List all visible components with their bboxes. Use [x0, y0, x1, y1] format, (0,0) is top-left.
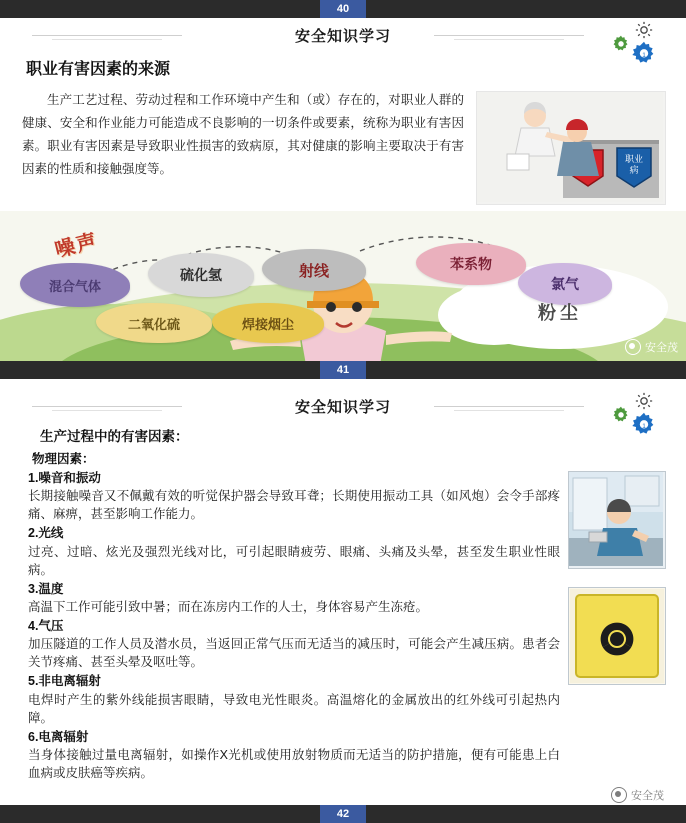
gear-icon-blue [630, 40, 658, 68]
bubble-mixed-gas: 混合气体 [20, 263, 130, 307]
slide-1-heading: 职业有害因素的来源 [26, 61, 171, 78]
watermark-slide-1 [625, 339, 678, 355]
page-number-badge-40: 40 [320, 0, 366, 18]
hazard-item [28, 469, 560, 523]
bubble-radiation-rays: 射线 [262, 249, 366, 291]
bubble-chlorine: 氯气 [518, 263, 612, 305]
welding-worker-photo [568, 471, 666, 569]
header-rule-right-2 [454, 39, 564, 40]
page-number-strip-middle [0, 361, 686, 379]
hazard-item-title: 1.噪音和振动 [28, 471, 101, 485]
header-rule-right [434, 35, 584, 36]
page-number-badge-42: 42 [320, 805, 366, 823]
slide-1 [0, 18, 686, 361]
hazard-sources-illustration [0, 211, 686, 361]
slide-2 [0, 389, 686, 805]
slide-2-images [568, 422, 664, 783]
watermark-slide-2 [611, 787, 664, 803]
slide-gap [0, 379, 686, 389]
gear-icon-green [610, 405, 632, 427]
hazard-item [28, 524, 560, 578]
svg-text:病: 病 [629, 165, 639, 175]
hazard-item-text: 加压隧道的工作人员及潜水员，当返回正常气压而无适当的减压时，可能会产生减压病。患者会关节疼痛、甚至头晕及呕吐等。 [28, 637, 560, 670]
svg-text:1: 1 [642, 51, 646, 59]
hazard-item-title: 5.非电离辐射 [28, 674, 101, 689]
slide-2-title: 安全知识学习 [281, 396, 405, 417]
watermark-label: 安全茂 [631, 790, 664, 803]
hazard-item-title: 6.电离辐射 [28, 729, 89, 744]
hazard-item [28, 617, 560, 671]
slide-2-heading: 生产过程中的有害因素： [40, 429, 189, 444]
slide-1-body-text [22, 89, 466, 203]
header-rule-right-2 [454, 410, 564, 411]
hazard-item-text: 长期接触噪音又不佩戴有效的听觉保护器会导致耳聋；长期使用振动工具（如风炮）会令手部疼痛、麻痹，甚至影响工作能力。 [28, 489, 560, 522]
gear-outline-icon [634, 20, 654, 40]
slide-2-subheading: 物理因素： [32, 452, 95, 466]
slide-2-gear-cluster [586, 391, 660, 439]
hazard-item-title: 4.气压 [28, 619, 64, 633]
radiation-warning-sign [568, 587, 666, 685]
watermark-logo-icon [625, 339, 641, 355]
page-number-badge-41: 41 [320, 361, 366, 379]
gear-icon-green [610, 34, 632, 56]
page-number-strip-bottom [0, 805, 686, 823]
header-rule-left [32, 406, 182, 407]
hazard-item [28, 672, 560, 726]
hazard-item-text: 过亮、过暗、炫光及强烈光线对比，可引起眼睛疲劳、眼痛、头痛及头晕，甚至发生职业性眼病。 [28, 544, 560, 577]
bubble-welding-fume: 焊接烟尘 [212, 303, 324, 343]
svg-text:职业: 职业 [624, 154, 644, 164]
hazard-item [28, 580, 560, 616]
bubble-dust: 粉尘 [538, 303, 582, 323]
hazard-item-text: 高温下工作可能引致中暑；而在冻房内工作的人士，身体容易产生冻疮。 [28, 599, 429, 614]
slide-2-content [22, 425, 560, 783]
hazard-item-title: 3.温度 [28, 581, 64, 596]
bubble-hydrogen-sulfide: 硫化氢 [148, 253, 254, 297]
occupational-disease-cartoon [476, 91, 666, 205]
slide-1-title: 安全知识学习 [281, 25, 405, 46]
bubble-noise: 噪声 [52, 229, 101, 262]
hazard-item-title: 2.光线 [28, 526, 64, 541]
bubble-benzene-series: 苯系物 [416, 243, 526, 285]
watermark-label: 安全茂 [645, 342, 678, 354]
slide-1-gear-cluster [586, 20, 660, 68]
slide-1-header [22, 18, 664, 59]
header-rule-left-2 [52, 39, 162, 40]
header-rule-right [434, 406, 584, 407]
hazard-item [28, 728, 560, 782]
gear-icon-blue [630, 411, 658, 439]
gear-outline-icon [634, 391, 654, 411]
watermark-logo-icon [611, 787, 627, 803]
header-rule-left [32, 35, 182, 36]
slide-2-header [22, 389, 664, 430]
hazard-item-text: 电焊时产生的紫外线能损害眼睛，导致电光性眼炎。高温熔化的金属放出的红外线可引起热内障。 [28, 692, 560, 725]
bubble-sulfur-dioxide: 二氧化硫 [96, 303, 212, 343]
slide-1-paragraph: 生产工艺过程、劳动过程和工作环境中产生和（或）存在的，对职业人群的健康、安全和作业能力可能造成不良影响的一切条件或要素，统称为职业有害因素。职业有害因素是导致职业性损害的致病原，其对健康的影响主要取决于有害因素的性质和接触强度等。 [22, 93, 464, 177]
hazard-item-text: 当身体接触过量电离辐射，如操作X光机或使用放射物质而无适当的防护措施，便有可能患上白血病或皮肤癌等疾病。 [28, 747, 560, 780]
svg-text:1: 1 [642, 422, 646, 430]
header-rule-left-2 [52, 410, 162, 411]
page-number-strip-top [0, 0, 686, 18]
slide-1-illustration [476, 91, 664, 203]
